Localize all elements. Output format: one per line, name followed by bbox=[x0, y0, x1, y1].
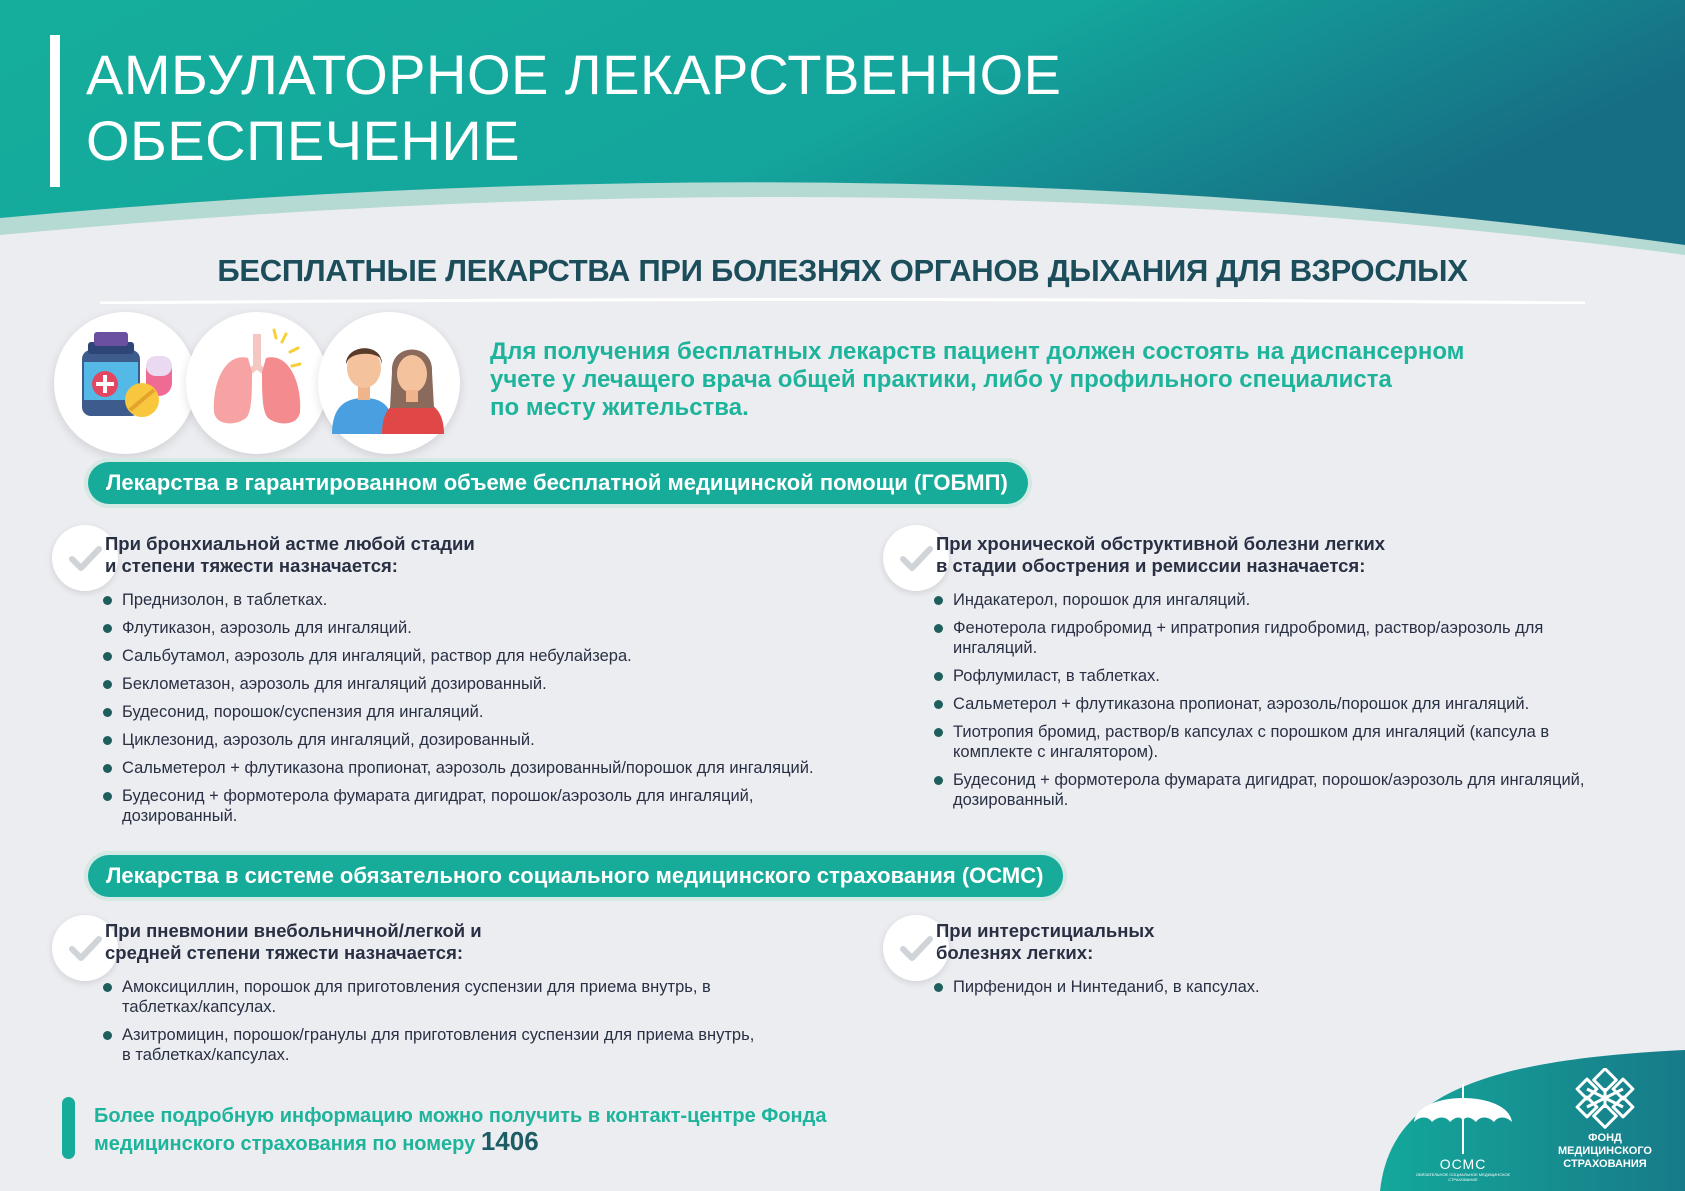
pneumonia-heading-line1: При пневмонии внебольничной/легкой и bbox=[105, 920, 482, 941]
list-item: Преднизолон, в таблетках. bbox=[103, 590, 893, 610]
interstitial-heading-line2: болезнях легких: bbox=[936, 942, 1094, 963]
copd-drug-list bbox=[934, 590, 1614, 818]
page-title bbox=[86, 42, 1286, 174]
section-label-osms: Лекарства в системе обязательного социального медицинского страхования (ОСМС) bbox=[88, 855, 1063, 897]
footer-accent-bar bbox=[62, 1097, 75, 1159]
osms-small-text: ОБЯЗАТЕЛЬНОЕ СОЦИАЛЬНОЕ МЕДИЦИНСКОЕ СТРАХОВАНИЕ bbox=[1415, 1172, 1511, 1182]
asthma-heading bbox=[105, 533, 475, 577]
fund-line2: МЕДИЦИНСКОГО bbox=[1558, 1145, 1652, 1157]
people-icon bbox=[318, 312, 460, 454]
interstitial-heading bbox=[936, 920, 1154, 964]
intro-line3: по месту жительства. bbox=[490, 394, 749, 421]
list-item: Беклометазон, аэрозоль для ингаляций дозированный. bbox=[103, 674, 893, 694]
asthma-drug-list bbox=[103, 590, 893, 834]
intro-line1: Для получения бесплатных лекарств пациент должен состоять на диспансерном bbox=[490, 338, 1465, 365]
list-item: Циклезонид, аэрозоль для ингаляций, дозированный. bbox=[103, 730, 893, 750]
list-item: Будесонид, порошок/суспензия для ингаляций. bbox=[103, 702, 893, 722]
asthma-heading-line1: При бронхиальной астме любой стадии bbox=[105, 533, 475, 554]
asthma-heading-line2: и степени тяжести назначается: bbox=[105, 555, 398, 576]
intro-text bbox=[490, 338, 1610, 422]
interstitial-heading-line1: При интерстициальных bbox=[936, 920, 1155, 941]
medicine-icon bbox=[54, 312, 196, 454]
fund-line3: СТРАХОВАНИЯ bbox=[1563, 1158, 1647, 1170]
subtitle-underline bbox=[100, 298, 1585, 304]
list-item: Азитромицин, порошок/гранулы для приготовления суспензии для приема внутрь, в таблетках/капсулах. bbox=[103, 1025, 763, 1065]
lungs-icon bbox=[186, 312, 328, 454]
fund-line1: ФОНД bbox=[1588, 1132, 1622, 1144]
osms-wordmark: ОСМС bbox=[1439, 1156, 1487, 1172]
intro-line2: учете у лечащего врача общей практики, либо у профильного специалиста bbox=[490, 366, 1392, 393]
page-title-line1: АМБУЛАТОРНОЕ ЛЕКАРСТВЕННОЕ bbox=[86, 43, 1062, 106]
section-label-gobmp: Лекарства в гарантированном объеме бесплатной медицинской помощи (ГОБМП) bbox=[88, 462, 1028, 504]
list-item: Флутиказон, аэрозоль для ингаляций. bbox=[103, 618, 893, 638]
footer-contact-text bbox=[94, 1104, 914, 1157]
list-item: Сальбутамол, аэрозоль для ингаляций, раствор для небулайзера. bbox=[103, 646, 893, 666]
copd-heading bbox=[936, 533, 1385, 577]
fund-logo bbox=[1540, 1068, 1670, 1188]
list-item: Сальметерол + флутиказона пропионат, аэрозоль/порошок для ингаляций. bbox=[934, 694, 1614, 714]
snowflake-icon bbox=[1540, 1068, 1670, 1130]
pneumonia-heading-line2: средней степени тяжести назначается: bbox=[105, 942, 464, 963]
pneumonia-drug-list bbox=[103, 977, 763, 1073]
list-item: Будесонид + формотерола фумарата дигидрат, порошок/аэрозоль для ингаляций, дозированный. bbox=[934, 770, 1614, 810]
list-item: Тиотропия бромид, раствор/в капсулах с порошком для ингаляций (капсула в комплекте с ингалятором). bbox=[934, 722, 1614, 762]
footer-text: Более подробную информацию можно получить в контакт-центре Фонда медицинского страхования по номеру bbox=[94, 1105, 827, 1155]
list-item: Амоксициллин, порошок для приготовления суспензии для приема внутрь, в таблетках/капсулах. bbox=[103, 977, 763, 1017]
page-title-line2: ОБЕСПЕЧЕНИЕ bbox=[86, 109, 520, 172]
list-item: Фенотерола гидробромид + ипратропия гидробромид, раствор/аэрозоль для ингаляций. bbox=[934, 618, 1614, 658]
contact-number: 1406 bbox=[480, 1126, 539, 1156]
list-item: Рофлумиласт, в таблетках. bbox=[934, 666, 1614, 686]
pneumonia-heading bbox=[105, 920, 482, 964]
fund-wordmark bbox=[1540, 1132, 1670, 1171]
list-item: Пирфенидон и Нинтеданиб, в капсулах. bbox=[934, 977, 1594, 997]
list-item: Индакатерол, порошок для ингаляций. bbox=[934, 590, 1614, 610]
list-item: Сальметерол + флутиказона пропионат, аэрозоль дозированный/порошок для ингаляций. bbox=[103, 758, 893, 778]
section-subtitle: БЕСПЛАТНЫЕ ЛЕКАРСТВА ПРИ БОЛЕЗНЯХ ОРГАНОВ ДЫХАНИЯ ДЛЯ ВЗРОСЛЫХ bbox=[217, 253, 1468, 288]
copd-heading-line1: При хронической обструктивной болезни легких bbox=[936, 533, 1386, 554]
copd-heading-line2: в стадии обострения и ремиссии назначается: bbox=[936, 555, 1366, 576]
interstitial-drug-list bbox=[934, 977, 1594, 1005]
osms-logo bbox=[1408, 1068, 1518, 1182]
list-item: Будесонид + формотерола фумарата дигидрат, порошок/аэрозоль для ингаляций, дозированный. bbox=[103, 786, 822, 826]
title-accent-bar bbox=[50, 35, 60, 187]
